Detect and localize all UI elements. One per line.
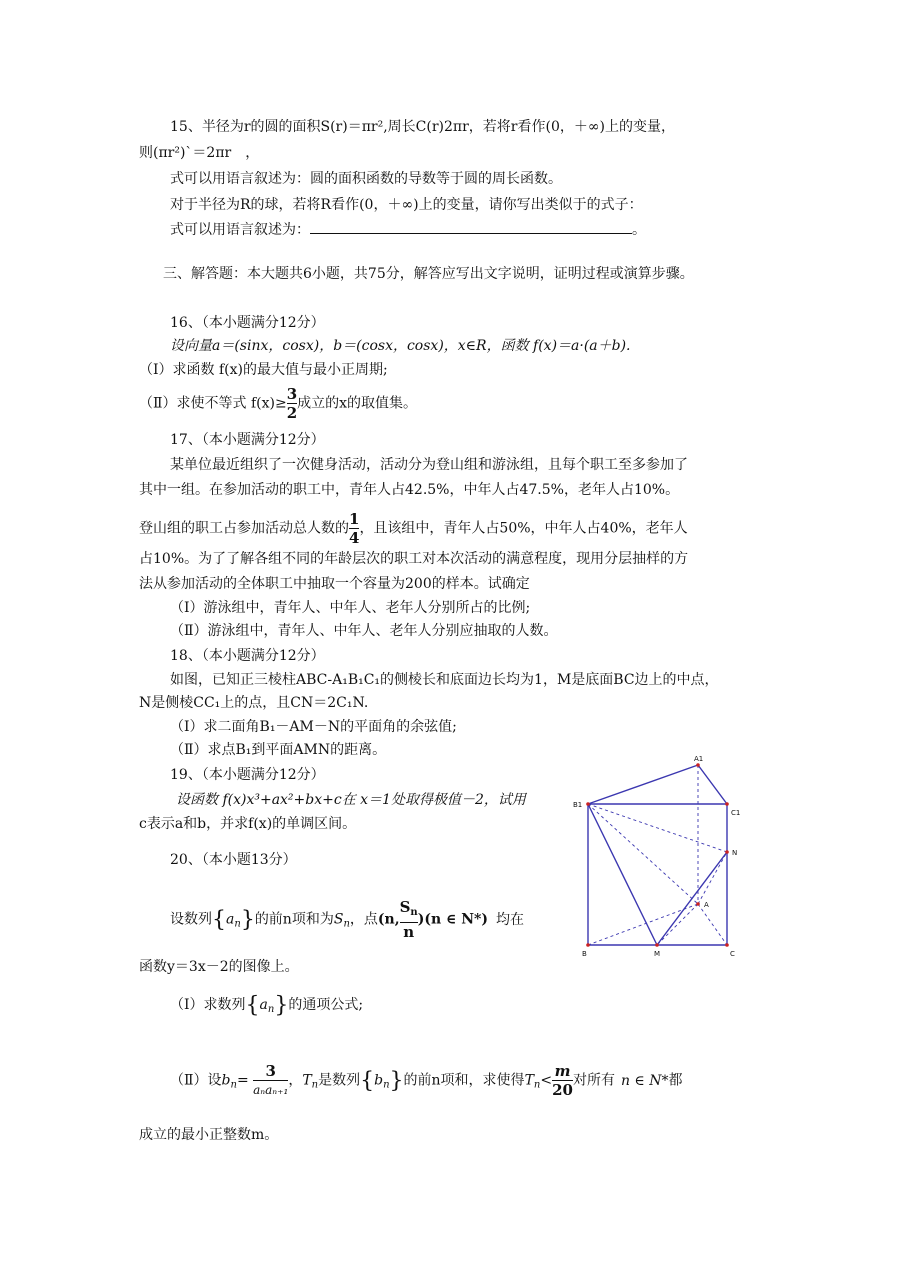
fraction-m-over-20 (552, 1062, 573, 1099)
fraction-numerator: 3 (286, 385, 298, 403)
hidden-edge-b-a (588, 904, 698, 945)
open-brace: { (360, 1068, 375, 1094)
t-symbol: T (302, 1072, 312, 1089)
sequence-a: a (226, 911, 235, 928)
hidden-edge-a-m (657, 904, 698, 945)
equals-sign: = (236, 1072, 254, 1089)
q20-part1 (170, 995, 363, 1020)
point-open: (n, (377, 911, 400, 928)
q20-part2-mid4: 对所有 (572, 1072, 615, 1089)
q20-line1-suffix: 均在 (495, 911, 524, 928)
hidden-edge-a-n (698, 852, 727, 904)
q20-line1-prefix: 设数列 (170, 911, 212, 928)
fraction-denominator: 2 (286, 404, 298, 422)
open-brace: { (245, 993, 260, 1018)
q20-part2-mid1: ， (288, 1072, 303, 1089)
b-symbol: b (221, 1072, 231, 1089)
subscript-n: n (230, 1079, 237, 1091)
point-c (725, 943, 729, 947)
q20-part2-mid2: 是数列 (318, 1072, 361, 1089)
q16-part2 (139, 385, 417, 422)
open-brace: { (212, 907, 226, 933)
q19-head: 19、（本小题满分12分） (170, 767, 325, 783)
q20-line1-mid: 的前n项和为 (254, 911, 334, 928)
point-c1 (725, 802, 729, 806)
q15-line5-suffix: 。 (632, 222, 646, 238)
q20-line1 (170, 898, 524, 941)
hidden-edge-b1-n (588, 804, 727, 852)
fraction-sn-over-n (400, 898, 418, 941)
q18-part1: （Ⅰ）求二面角B₁－AM－N的平面角的余弦值; (170, 719, 457, 735)
prism-figure (570, 750, 750, 965)
section-3-heading: 三、解答题：本大题共6小题，共75分，解答应写出文字说明，证明过程或演算步骤。 (163, 266, 694, 282)
q17-line4: 占10%。为了了解各组不同的年龄层次的职工对本次活动的满意程度，现用分层抽样的方 (139, 551, 689, 567)
label-a1: A1 (694, 755, 704, 763)
q20-part1-prefix: （Ⅰ）求数列 (170, 997, 246, 1013)
fraction-numerator (400, 898, 418, 922)
close-brace: } (240, 907, 255, 933)
subscript-n: n (343, 918, 350, 930)
q20-part1-suffix: 的通项公式; (288, 997, 364, 1013)
answer-blank[interactable] (310, 219, 632, 234)
q15-line2: 则(πr²)`＝2πr ， (139, 145, 260, 161)
subscript-n: n (311, 1079, 319, 1091)
label-b1: B1 (573, 801, 583, 809)
point-b (586, 943, 590, 947)
point-close: )(n ∈ N*) (417, 911, 488, 928)
q20-line2: 函数y＝3x－2的图像上。 (139, 959, 299, 975)
b-symbol: b (374, 1072, 384, 1089)
q18-part2: （Ⅱ）求点B₁到平面AMN的距离。 (170, 742, 387, 758)
point-n (725, 850, 729, 854)
sum-s: S (333, 911, 344, 928)
fraction-numerator: 3 (265, 1062, 276, 1080)
edge-a1-c1 (698, 765, 727, 804)
fraction-denominator: n (400, 922, 418, 941)
q15-line1: 15、半径为r的圆的面积S(r)＝πr²,周长C(r)2πr，若将r看作(0，＋∞)上的变量， (170, 119, 675, 135)
fraction-b-n (253, 1062, 288, 1099)
q15-line4: 对于半径为R的球，若将R看作(0，＋∞)上的变量，请你写出类似于的式子： (170, 197, 643, 213)
edge-b1-m (588, 804, 657, 945)
numerator-s: S (399, 898, 411, 916)
q15-line3: 式可以用语言叙述为：圆的面积函数的导数等于圆的周长函数。 (170, 171, 562, 187)
q17-head: 17、（本小题满分12分） (170, 432, 325, 448)
subscript-n: n (267, 1004, 275, 1015)
point-b1 (586, 802, 590, 806)
label-a: A (704, 901, 709, 909)
q16-line1: 设向量a＝(sinx，cosx)，b＝(cosx，cosx)，x∈R，函数 f(x)＝a·(a＋b). (170, 338, 631, 354)
q16-part1: （Ⅰ）求函数 f(x)的最大值与最小正周期; (139, 362, 388, 378)
q16-head: 16、（本小题满分12分） (170, 315, 325, 331)
hidden-edge-b1-a (588, 804, 698, 904)
q19-line2: c表示a和b，并求f(x)的单调区间。 (139, 816, 357, 832)
q15-line5-prefix: 式可以用语言叙述为： (170, 222, 310, 238)
q17-line3-suffix: ，且该组中，青年人占50%，中年人占40%，老年人 (359, 520, 688, 537)
subscript-n: n (383, 1079, 390, 1091)
fraction-one-quarter (349, 510, 359, 547)
point-a1 (696, 763, 700, 767)
label-b: B (582, 950, 587, 958)
edge-b1-a1 (588, 765, 698, 804)
q17-line3-prefix: 登山组的职工占参加活动总人数的 (139, 520, 349, 537)
q18-head: 18、（本小题满分12分） (170, 648, 325, 664)
point-a (696, 902, 700, 906)
q17-line2: 其中一组。在参加活动的职工中，青年人占42.5%，中年人占47.5%，老年人占10%。 (139, 482, 680, 498)
label-c1: C1 (731, 809, 741, 817)
label-c: C (730, 950, 735, 958)
q17-line5: 法从参加活动的全体职工中抽取一个容量为200的样本。试确定 (139, 576, 530, 592)
q18-line2: N是侧棱CC₁上的点，且CN＝2C₁N. (139, 695, 369, 711)
fraction-three-halves (287, 385, 297, 422)
less-than: < (540, 1072, 553, 1089)
n-in-naturals: n ∈ N* (620, 1072, 669, 1089)
sequence-a: a (259, 997, 268, 1013)
label-n: N (732, 849, 738, 857)
hidden-edge-a-c (698, 904, 727, 945)
t-symbol: T (524, 1072, 534, 1089)
q20-part2-suffix: 都 (668, 1072, 683, 1089)
fraction-denominator: 4 (349, 529, 360, 547)
q20-part2 (170, 1062, 683, 1099)
q20-line1-mid2: ，点 (349, 911, 378, 928)
q17-line3 (139, 510, 688, 547)
subscript-n: n (533, 1079, 541, 1091)
close-brace: } (389, 1068, 404, 1094)
q20-part2-mid3: 的前n项和，求使得 (403, 1072, 525, 1089)
q17-part2: （Ⅱ）游泳组中，青年人、中年人、老年人分别应抽取的人数。 (170, 623, 558, 639)
point-m (655, 943, 659, 947)
subscript-n: n (234, 918, 241, 930)
close-brace: } (274, 993, 289, 1018)
subscript-n: n (410, 907, 418, 918)
q19-line1: 设函数 f(x)x³+ax²+bx+c在 x＝1处取得极值－2，试用 (176, 792, 526, 808)
q20-part2-prefix: （Ⅱ）设 (170, 1072, 222, 1089)
q16-part2-suffix: 成立的x的取值集。 (297, 395, 418, 412)
q16-part2-prefix: （Ⅱ）求使不等式 f(x)≥ (139, 395, 287, 412)
fraction-numerator: m (554, 1062, 571, 1080)
q20-head: 20、（本小题13分） (170, 852, 297, 868)
q20-last-line: 成立的最小正整数m。 (139, 1127, 279, 1143)
fraction-denominator: aₙaₙ₊₁ (253, 1080, 288, 1099)
q17-line1: 某单位最近组织了一次健身活动，活动分为登山组和游泳组，且每个职工至多参加了 (170, 457, 688, 473)
q18-line1: 如图，已知正三棱柱ABC-A₁B₁C₁的侧棱长和底面边长均为1，M是底面BC边上的中点， (170, 672, 719, 688)
label-m: M (654, 950, 661, 958)
q15-line5 (170, 219, 646, 240)
fraction-numerator: 1 (349, 510, 360, 528)
fraction-denominator: 20 (552, 1081, 573, 1099)
q17-part1: （Ⅰ）游泳组中，青年人、中年人、老年人分别所占的比例; (170, 600, 531, 616)
